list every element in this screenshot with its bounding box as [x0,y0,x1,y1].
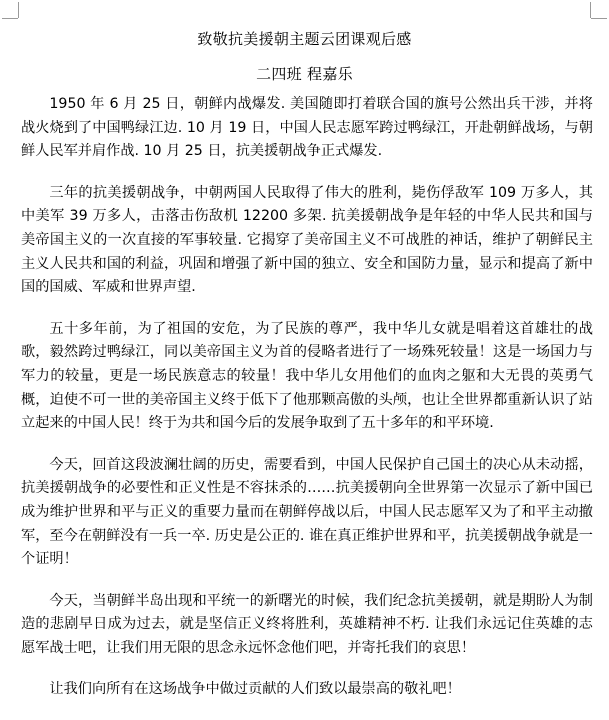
crop-mark-top-left [2,18,18,19]
paragraph: 今天，回首这段波澜壮阔的历史，需要看到，中国人民保护自己国土的决心从未动摇，抗美援朝战争的必要性和正义性是不容抹杀的……抗美援朝向全世界第一次显示了新中国已成为维护世界和平与正义的重要力量而在朝鲜停战以后，中国人民志愿军又为了和平主动撤军，至今在朝鲜没有一兵一卒. 历史是公正的. 谁在真正维护世界和平，抗美援朝战争就是一个证明！ [21,456,593,568]
document-body [21,93,593,720]
crop-mark-top-right [590,2,591,18]
document-title: 致敬抗美援朝主题云团课观后感 [197,30,412,48]
paragraph: 1950 年 6 月 25 日，朝鲜内战爆发. 美国随即打着联合国的旗号公然出兵干涉，并将战火烧到了中国鸭绿江边. 10 月 19 日，中国人民志愿军跨过鸭绿江，开赴朝鲜战场，与朝鲜人民军并肩作战. 10 月 25 日，抗美援朝战争正式爆发. [21,96,593,160]
crop-mark-top-right [591,18,607,19]
paragraph: 三年的抗美援朝战争，中朝两国人民取得了伟大的胜利，毙伤俘敌军 109 万多人，其中美军 39 万多人，击落击伤敌机 12200 多架. 抗美援朝战争是年轻的中华人民共和国与美帝国主义的一次直接的军事较量. 它揭穿了美帝国主义不可战胜的神话，维护了朝鲜民主主义人民共和国的利益，巩固和增强了新中国的独立、安全和国防力量，显示和提高了新中国的国威、军威和世界声望. [21,184,593,296]
document-author: 二四班 程嘉乐 [256,65,353,83]
crop-mark-top-left [18,2,19,18]
paragraph: 今天，当朝鲜半岛出现和平统一的新曙光的时候，我们纪念抗美援朝，就是期盼人为制造的悲剧早日成为过去，就是坚信正义终将胜利，英雄精神不朽. 让我们永远记住英雄的志愿军战士吧，让我们用无限的思念永远怀念他们吧，并寄托我们的哀思！ [21,592,593,656]
paragraph: 五十多年前，为了祖国的安危，为了民族的尊严，我中华儿女就是唱着这首雄壮的战歌，毅然跨过鸭绿江，同以美帝国主义为首的侵略者进行了一场殊死较量！这是一场国力与军力的较量，更是一场民族意志的较量！我中华儿女用他们的血肉之躯和大无畏的英勇气概，迫使不可一世的美帝国主义终于低下了他那颗高傲的头颅，也让全世界都重新认识了站立起来的中国人民！终于为共和国今后的发展争取到了五十多年的和平环境. [21,320,593,432]
paragraph: 让我们向所有在这场战争中做过贡献的人们致以最崇高的敬礼吧！ [49,681,461,698]
